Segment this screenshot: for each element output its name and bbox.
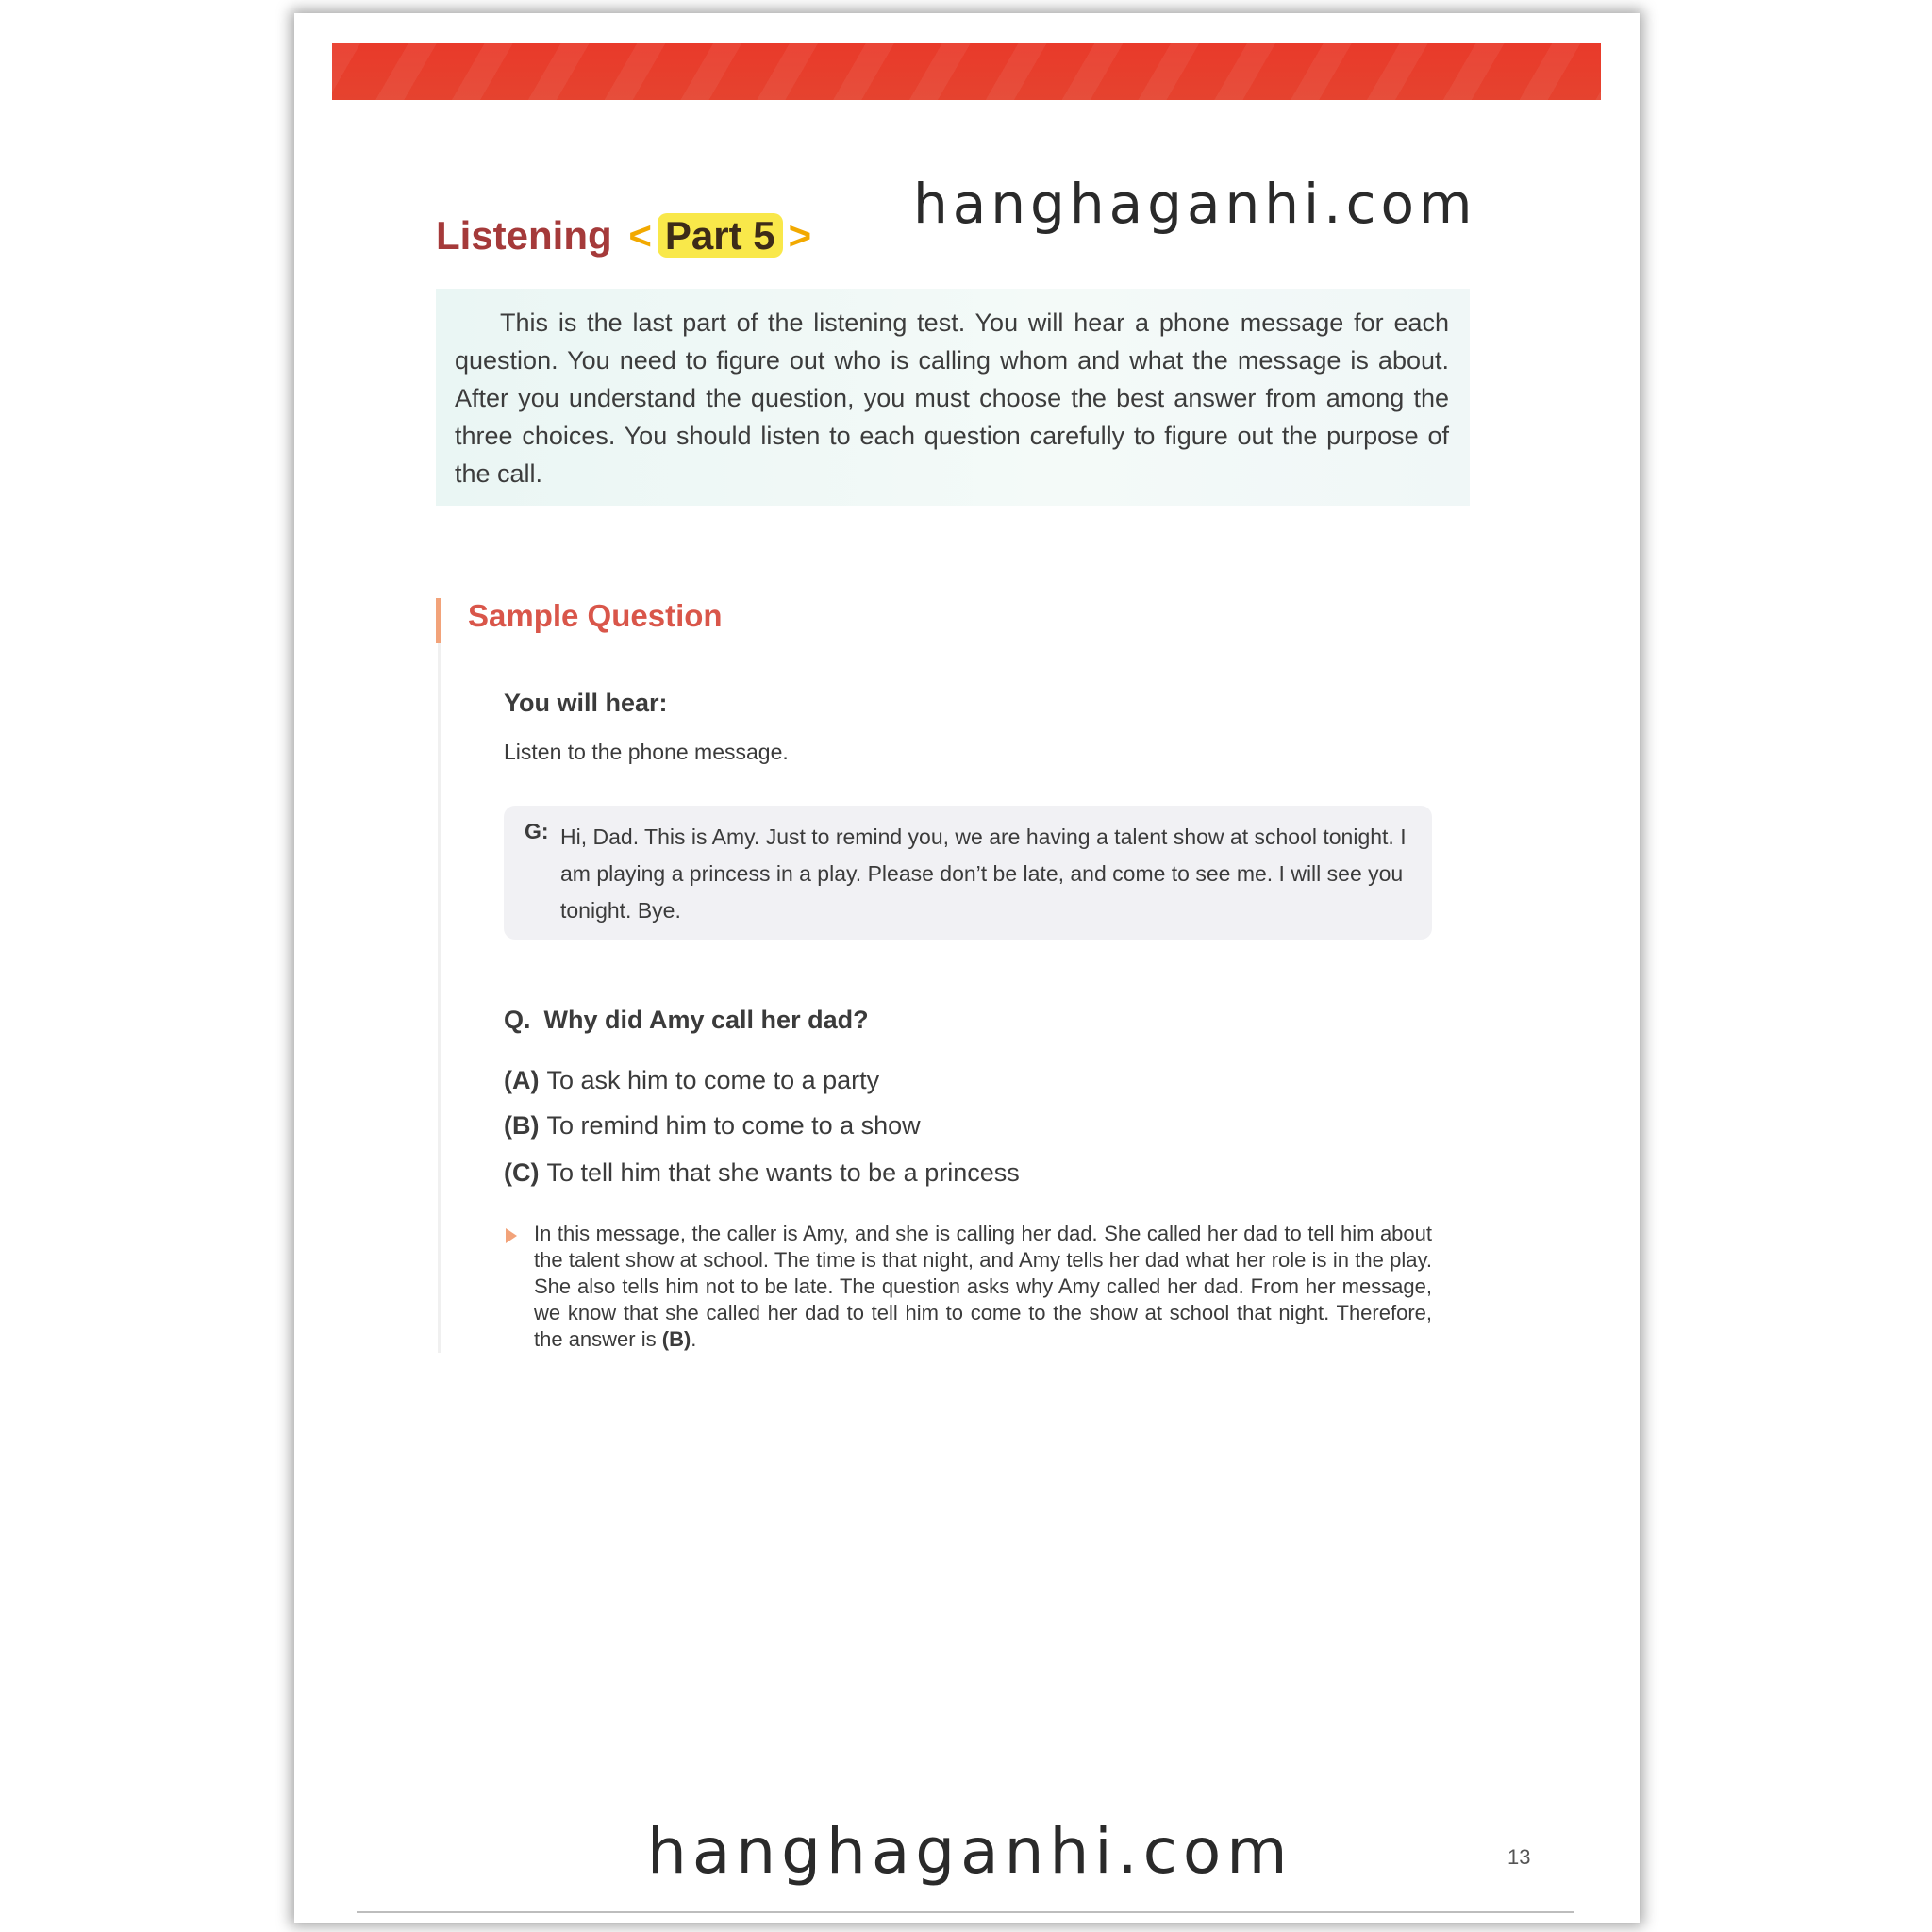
- heading-bracket-close: >: [788, 213, 812, 258]
- sample-question-title: Sample Question: [468, 598, 723, 633]
- intro-text: This is the last part of the listening test. You will hear a phone message for each question. You need to figure out who is calling whom and what the message is about. After you understand the question, you must choose the best answer from among the three choices. You should listen to each question carefully to figure out the purpose of the call.: [455, 308, 1449, 488]
- intro-box: [436, 289, 1470, 506]
- you-will-hear-label: You will hear:: [504, 689, 668, 717]
- choice-text: To tell him that she wants to be a princess: [546, 1158, 1020, 1187]
- listen-instruction: Listen to the phone message.: [504, 740, 789, 764]
- sample-side-line: [438, 643, 441, 1353]
- explanation-answer: (B): [661, 1327, 691, 1351]
- choice-letter: (A): [504, 1066, 540, 1094]
- watermark-top: hanghaganhi.com: [913, 172, 1477, 236]
- choice-c: [504, 1158, 1020, 1188]
- message-text: Hi, Dad. This is Amy. Just to remind you, we are having a talent show at school tonight. I am playing a princess in a play. Please don’t be late, and come to see me. I will see you tonight. Bye.: [560, 824, 1407, 923]
- sample-accent-bar: [436, 598, 441, 643]
- watermark-bottom: hanghaganhi.com: [647, 1815, 1293, 1888]
- heading-title: Listening: [436, 213, 612, 258]
- header-color-band: [332, 43, 1601, 100]
- question: [504, 1006, 869, 1035]
- choice-letter: (B): [504, 1111, 540, 1140]
- section-heading: [436, 213, 817, 258]
- bottom-rule: [357, 1911, 1574, 1913]
- explanation-body: In this message, the caller is Amy, and she is calling her dad. She called her dad to tell him about the talent show at school. The time is that night, and Amy tells her dad what her role is in the play. She also tells him not to be late. The question asks why Amy called her dad. From her message, we know that she called her dad to tell him to come to the show at school that night. Therefore, the answer is: [534, 1222, 1432, 1351]
- heading-part-label: Part 5: [658, 213, 783, 258]
- phone-message-box: [504, 806, 1432, 940]
- document-page: [294, 13, 1640, 1923]
- choice-text: To remind him to come to a show: [546, 1111, 921, 1140]
- explanation-text: [534, 1221, 1432, 1353]
- question-label: Q.: [504, 1006, 531, 1034]
- choice-letter: (C): [504, 1158, 540, 1187]
- choice-a: [504, 1066, 879, 1095]
- explanation-end: .: [691, 1327, 697, 1351]
- message-speaker: G:: [525, 819, 549, 843]
- choice-text: To ask him to come to a party: [546, 1066, 880, 1094]
- page-number: 13: [1507, 1845, 1531, 1869]
- heading-bracket-open: <: [628, 213, 652, 258]
- choice-b: [504, 1111, 921, 1141]
- triangle-bullet-icon: [506, 1228, 517, 1243]
- band-pattern: [332, 43, 1601, 100]
- question-text: Why did Amy call her dad?: [543, 1006, 869, 1034]
